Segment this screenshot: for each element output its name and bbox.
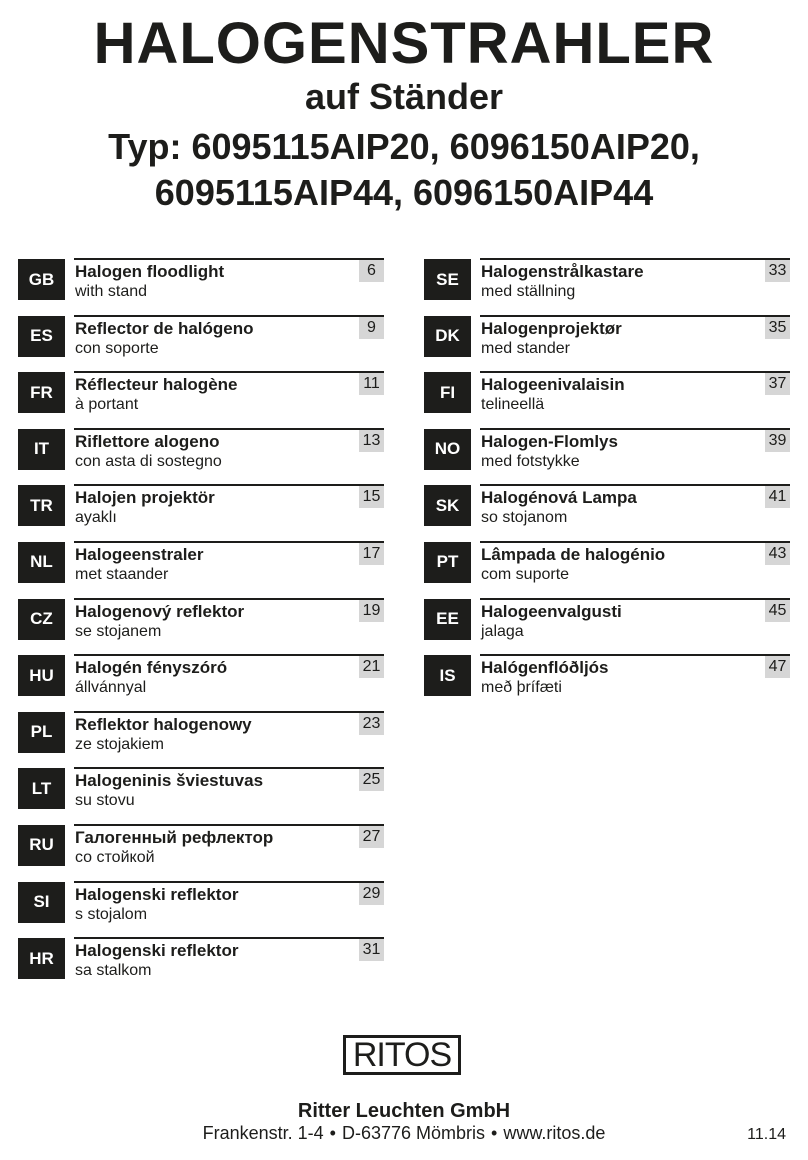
language-code-badge: NO (424, 429, 471, 470)
page-number: 43 (765, 543, 790, 565)
page-number: 13 (359, 430, 384, 452)
product-name: Halogénová Lampa (481, 488, 637, 508)
language-entry-si[interactable] (18, 880, 384, 924)
language-code-badge: PL (18, 712, 65, 753)
product-name: Lâmpada de halogénio (481, 544, 666, 564)
ritos-logo: RITOS (343, 1035, 461, 1075)
product-subtitle: ayaklı (75, 509, 117, 527)
entry-divider (480, 258, 790, 260)
language-code-badge: RU (18, 825, 65, 866)
language-code-badge: SE (424, 259, 471, 300)
entry-divider (480, 315, 790, 317)
address-city: D-63776 Mömbris (341, 1123, 486, 1143)
language-entry-se[interactable] (424, 257, 790, 301)
product-subtitle: con soporte (75, 339, 159, 357)
entry-divider (480, 654, 790, 656)
page-number: 11 (359, 373, 384, 395)
language-code-badge: FR (18, 372, 65, 413)
language-code-badge: PT (424, 542, 471, 583)
language-code-badge: SK (424, 485, 471, 526)
page-number: 31 (359, 939, 384, 961)
document-title: HALOGENSTRAHLER (93, 11, 715, 76)
language-entry-fi[interactable] (424, 370, 790, 414)
product-subtitle: med stander (481, 339, 570, 357)
product-subtitle: com suporte (481, 565, 570, 583)
product-name: Halogeenvalgusti (481, 601, 622, 621)
product-name: Halogeenstraler (75, 544, 204, 564)
language-code-badge: IT (18, 429, 65, 470)
language-entry-ru[interactable] (18, 823, 384, 867)
product-subtitle: met staander (75, 565, 169, 583)
product-name: Halojen projektör (75, 488, 215, 508)
language-code-badge: ES (18, 316, 65, 357)
page-number: 39 (765, 430, 790, 452)
product-name: Halogeenivalaisin (481, 375, 625, 395)
product-name: Halogeninis šviestuvas (75, 771, 264, 791)
entry-divider (74, 937, 384, 939)
page-number: 47 (765, 656, 790, 678)
language-entry-it[interactable] (18, 427, 384, 471)
entry-divider (74, 371, 384, 373)
product-subtitle: sa stalkom (75, 962, 152, 980)
page-number: 27 (359, 826, 384, 848)
page-number: 45 (765, 600, 790, 622)
language-entry-nl[interactable] (18, 540, 384, 584)
entry-divider (74, 654, 384, 656)
document-subtitle: auf Ständer (304, 76, 504, 117)
bullet-separator: • (491, 1123, 498, 1143)
language-entry-dk[interactable] (424, 314, 790, 358)
page-number: 19 (359, 600, 384, 622)
page-number: 29 (359, 883, 384, 905)
product-name: Riflettore alogeno (75, 431, 220, 451)
product-name: Halogen-Flomlys (481, 431, 618, 451)
page-number: 33 (765, 260, 790, 282)
product-name: Reflector de halógeno (75, 318, 254, 338)
entry-divider (480, 371, 790, 373)
page-number: 37 (765, 373, 790, 395)
entry-divider (74, 258, 384, 260)
language-entry-ee[interactable] (424, 597, 790, 641)
product-name: Halogén fényszóró (75, 658, 228, 678)
entry-divider (74, 881, 384, 883)
page-number: 41 (765, 486, 790, 508)
product-subtitle: à portant (75, 396, 139, 414)
entry-divider (74, 824, 384, 826)
product-subtitle: con asta di sostegno (75, 452, 222, 470)
entry-divider (74, 484, 384, 486)
entry-divider (74, 767, 384, 769)
entry-divider (74, 541, 384, 543)
page-number: 15 (359, 486, 384, 508)
language-entry-hr[interactable] (18, 936, 384, 980)
language-code-badge: DK (424, 316, 471, 357)
product-subtitle: med fotstykke (481, 452, 580, 470)
product-name: Halogen floodlight (75, 262, 225, 281)
page-number: 17 (359, 543, 384, 565)
product-subtitle: so stojanom (481, 509, 568, 527)
language-code-badge: LT (18, 768, 65, 809)
language-code-badge: GB (18, 259, 65, 300)
language-entry-lt[interactable] (18, 766, 384, 810)
entry-divider (480, 598, 790, 600)
language-code-badge: CZ (18, 599, 65, 640)
page-number: 9 (359, 317, 384, 339)
product-subtitle: ze stojakiem (75, 735, 164, 753)
product-subtitle: se stojanem (75, 622, 162, 640)
page-number: 21 (359, 656, 384, 678)
language-entry-fr[interactable] (18, 370, 384, 414)
page-number: 25 (359, 769, 384, 791)
product-name: Halogenstrålkastare (481, 262, 644, 281)
language-index-left-column (18, 257, 384, 993)
entry-divider (480, 541, 790, 543)
entry-divider (74, 711, 384, 713)
language-entry-es[interactable] (18, 314, 384, 358)
language-code-badge: HU (18, 655, 65, 696)
language-code-badge: EE (424, 599, 471, 640)
product-subtitle: s stojalom (75, 905, 148, 923)
page-number: 23 (359, 713, 384, 735)
language-entry-gb[interactable] (18, 257, 384, 301)
language-entry-hu[interactable] (18, 653, 384, 697)
page-number: 35 (765, 317, 790, 339)
product-subtitle: со стойкой (75, 848, 155, 866)
product-subtitle: með þrífæti (481, 679, 562, 697)
language-code-badge: FI (424, 372, 471, 413)
language-entry-sk[interactable] (424, 483, 790, 527)
product-name: Halogenski reflektor (75, 941, 239, 961)
language-entry-tr[interactable] (18, 483, 384, 527)
product-subtitle: jalaga (481, 622, 524, 640)
language-code-badge: IS (424, 655, 471, 696)
product-subtitle: állvánnyal (75, 679, 147, 697)
document-date: 11.14 (747, 1126, 786, 1143)
language-entry-no[interactable] (424, 427, 790, 471)
bullet-separator: • (329, 1123, 336, 1143)
language-code-badge: TR (18, 485, 65, 526)
language-code-badge: HR (18, 938, 65, 979)
product-name: Галогенный рефлектор (75, 827, 274, 847)
language-entry-cz[interactable] (18, 597, 384, 641)
address-street: Frankenstr. 1-4 (202, 1123, 324, 1143)
product-name: Halógenflóðljós (481, 658, 609, 678)
product-subtitle: med ställning (481, 283, 576, 300)
language-entry-pt[interactable] (424, 540, 790, 584)
entry-divider (480, 484, 790, 486)
entry-divider (74, 315, 384, 317)
company-address (0, 1121, 808, 1145)
model-types-line-2: 6095115AIP44, 6096150AIP44 (154, 172, 654, 213)
product-name: Halogenski reflektor (75, 884, 239, 904)
product-subtitle: with stand (75, 283, 148, 300)
page-number: 6 (359, 260, 384, 282)
website-link[interactable]: www.ritos.de (503, 1123, 606, 1143)
language-index-right-column (424, 257, 790, 710)
model-types-line-1: Typ: 6095115AIP20, 6096150AIP20, (108, 126, 700, 167)
product-name: Reflektor halogenowy (75, 714, 252, 734)
language-entry-is[interactable] (424, 653, 790, 697)
company-name: Ritter Leuchten GmbH (297, 1100, 511, 1122)
language-code-badge: SI (18, 882, 65, 923)
language-entry-pl[interactable] (18, 710, 384, 754)
product-name: Halogenprojektør (481, 318, 622, 338)
product-name: Réflecteur halogène (75, 375, 238, 395)
entry-divider (74, 428, 384, 430)
entry-divider (74, 598, 384, 600)
language-code-badge: NL (18, 542, 65, 583)
product-name: Halogenový reflektor (75, 601, 245, 621)
entry-divider (480, 428, 790, 430)
product-subtitle: telineellä (481, 396, 545, 414)
product-subtitle: su stovu (75, 792, 135, 810)
